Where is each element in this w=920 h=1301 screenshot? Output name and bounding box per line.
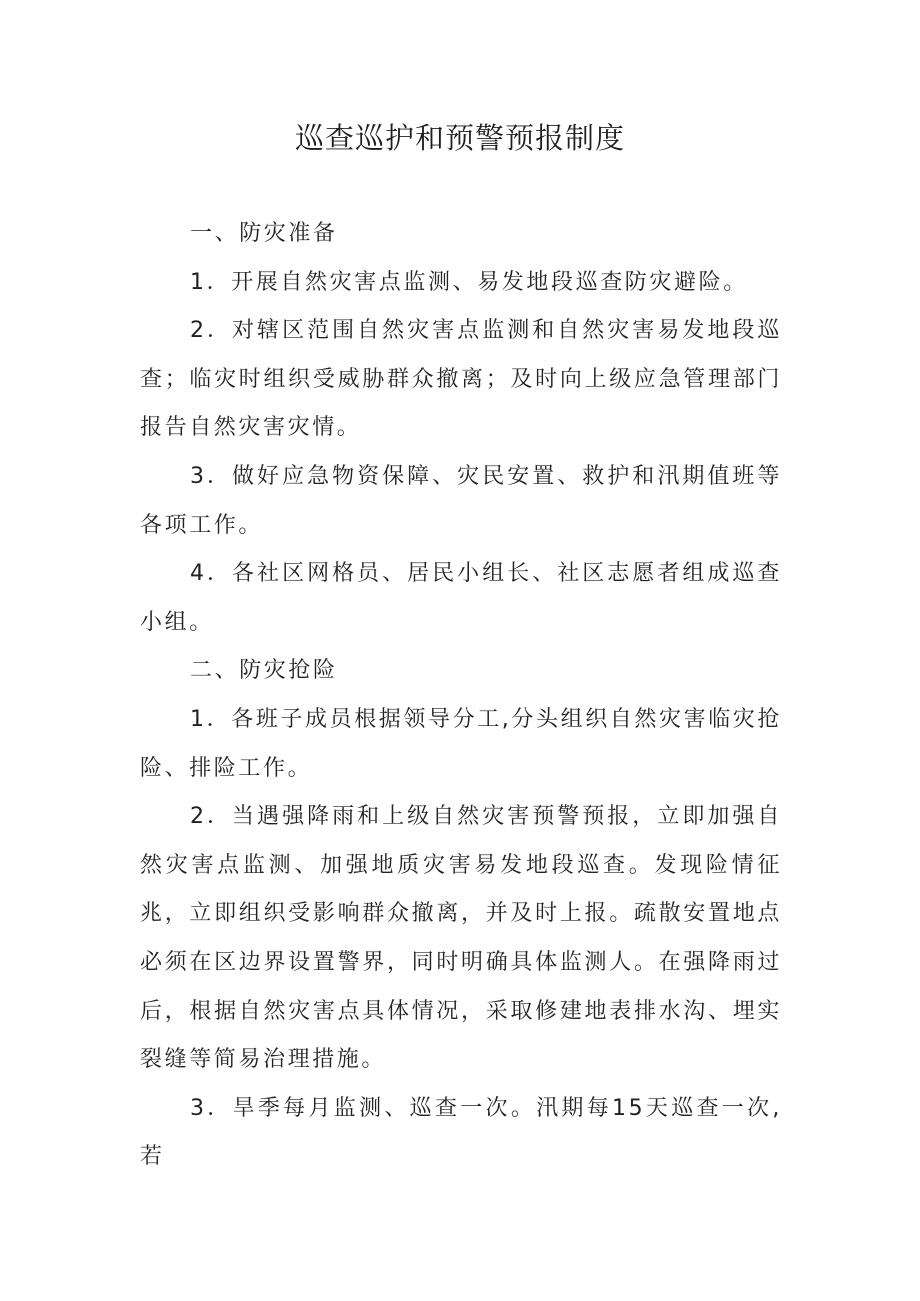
document-title: 巡查巡护和预警预报制度 (294, 121, 625, 155)
section-heading-preparation: 一、防灾准备 (190, 221, 338, 246)
paragraph-rescue-3: 3．旱季每月监测、巡查一次。汛期每15天巡查一次,若 (140, 1095, 782, 1170)
paragraph-rescue-1: 1．各班子成员根据领导分工,分头组织自然灾害临灾抢险、排险工作。 (140, 706, 782, 781)
paragraph-rescue-2: 2．当遇强降雨和上级自然灾害预警预报，立即加强自然灾害点监测、加强地质灾害易发地段巡查。发现险情征兆，立即组织受影响群众撤离，并及时上报。疏散安置地点必须在区边界设置警界，同时明确具体监测人。在强降雨过后，根据自然灾害点具体情况，采取修建地表排水沟、埋实裂缝等简易治理措施。 (140, 804, 782, 1073)
paragraph-prep-2: 2．对辖区范围自然灾害点监测和自然灾害易发地段巡查；临灾时组织受威胁群众撤离；及时向上级应急管理部门报告自然灾害灾情。 (140, 318, 782, 441)
document-body (140, 210, 782, 1182)
paragraph-prep-4: 4．各社区网格员、居民小组长、社区志愿者组成巡查小组。 (140, 561, 782, 635)
paragraph-prep-3: 3．做好应急物资保障、灾民安置、救护和汛期值班等各项工作。 (140, 463, 782, 538)
section-heading-rescue: 二、防灾抢险 (190, 658, 338, 684)
paragraph-prep-1: 1．开展自然灾害点监测、易发地段巡查防灾避险。 (190, 269, 748, 295)
